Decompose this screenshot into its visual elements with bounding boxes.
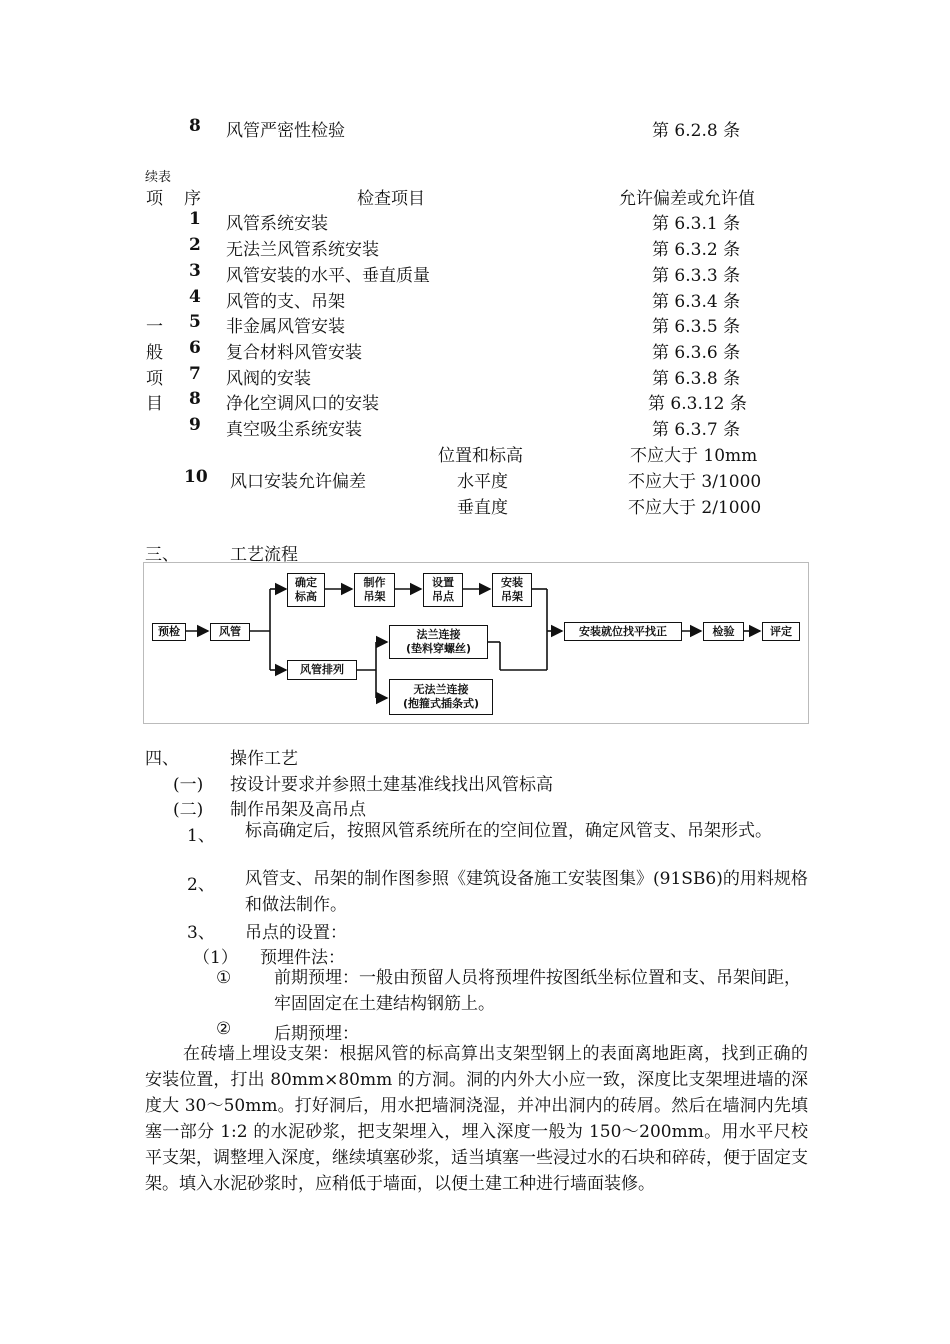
- continued-label: 续表: [145, 170, 172, 185]
- node-label: 预检: [158, 625, 180, 638]
- row-value: 第 6.3.2 条: [652, 240, 741, 260]
- node-label: 确定: [295, 576, 317, 589]
- sub-item-label: 位置和标高: [438, 446, 523, 466]
- node-wufalan-lianjie: [389, 679, 493, 715]
- section-title: 操作工艺: [230, 749, 298, 769]
- point-text: 预埋件法：: [260, 948, 345, 968]
- node-fengguan-pailie: [287, 660, 357, 680]
- node-label: (垫料穿螺丝): [405, 642, 472, 655]
- node-label: 标高: [295, 590, 317, 603]
- node-label: 吊架: [501, 590, 523, 603]
- row-item: 风阀的安装: [226, 369, 311, 389]
- process-flowchart: [143, 562, 809, 724]
- group-char: 项: [146, 369, 163, 389]
- row-item: 非金属风管安装: [226, 317, 345, 337]
- sub-item-value: 不应大于 10mm: [630, 446, 758, 466]
- row-number: 8: [189, 389, 201, 409]
- node-label: 安装就位找平找正: [579, 624, 667, 638]
- row-number: 8: [189, 116, 201, 136]
- row-item: 风管的支、吊架: [226, 292, 345, 312]
- circled-number: ②: [216, 1019, 232, 1039]
- header-col3: 检查项目: [357, 189, 425, 209]
- row-item: 风管安装的水平、垂直质量: [226, 266, 430, 286]
- node-jianyan: [703, 622, 744, 641]
- section-number: 三、: [145, 545, 179, 565]
- node-label: 设置: [432, 576, 454, 589]
- circled-text: 前期预埋：一般由预留人员将预埋件按图纸坐标位置和支、吊架间距，牢固固定在土建结构钢筋上。: [274, 968, 801, 1014]
- node-label: 安装: [501, 576, 523, 589]
- header-col4: 允许偏差或允许值: [619, 189, 755, 209]
- row-value: 第 6.3.3 条: [652, 266, 741, 286]
- sub-item-value: 不应大于 3/1000: [628, 472, 762, 492]
- row-number: 6: [189, 338, 201, 358]
- section-title: 工艺流程: [230, 545, 298, 565]
- subitem-number: 1、: [187, 826, 215, 846]
- row-number: 1: [189, 209, 201, 229]
- point-number: （1）: [193, 948, 238, 968]
- subitem-text: 吊点的设置：: [245, 923, 347, 943]
- node-shezhi-diaodian: [423, 573, 463, 607]
- node-label: 无法兰连接: [413, 683, 469, 696]
- row-item: 净化空调风口的安装: [226, 394, 379, 414]
- row-value: 第 6.3.12 条: [648, 394, 747, 414]
- row-value: 第 6.3.1 条: [652, 214, 741, 234]
- circled-text: 后期预埋：: [274, 1024, 359, 1044]
- subitem-number: 3、: [187, 923, 215, 943]
- row-number: 10: [184, 467, 208, 487]
- node-label: 风管排列: [300, 663, 344, 676]
- group-char: 般: [146, 343, 163, 363]
- node-label: (抱箍式插条式): [402, 697, 480, 710]
- row-item: 真空吸尘系统安装: [226, 420, 362, 440]
- section-number: 四、: [145, 749, 179, 769]
- row-item: 复合材料风管安装: [226, 343, 362, 363]
- group-char: 目: [146, 394, 163, 414]
- row-number: 9: [189, 415, 201, 435]
- node-label: 风管: [219, 625, 241, 638]
- circled-number: ①: [216, 968, 232, 988]
- row-value: 第 6.3.5 条: [652, 317, 741, 337]
- row-item: 无法兰风管系统安装: [226, 240, 379, 260]
- row-number: 5: [189, 312, 201, 332]
- node-label: 检验: [712, 624, 735, 638]
- row-item: 风管严密性检验: [226, 121, 345, 141]
- row-number: 3: [189, 261, 201, 281]
- sub-item-label: 垂直度: [457, 498, 508, 518]
- node-anzhuang-diaojia: [492, 573, 532, 607]
- row-value: 第 6.3.6 条: [652, 343, 741, 363]
- row-item: 风口安装允许偏差: [230, 472, 366, 492]
- row-value: 第 6.3.4 条: [652, 292, 741, 312]
- row-value: 第 6.3.7 条: [652, 420, 741, 440]
- row-number: 7: [189, 364, 201, 384]
- node-fengguan: [210, 623, 250, 641]
- row-value: 第 6.3.8 条: [652, 369, 741, 389]
- row-item: 风管系统安装: [226, 214, 328, 234]
- node-pingding: [762, 622, 800, 641]
- sub-item-label: 水平度: [457, 472, 508, 492]
- header-col1: 项: [146, 189, 163, 209]
- node-label: 制作: [363, 576, 386, 589]
- node-label: 评定: [770, 624, 792, 638]
- sub-item-value: 不应大于 2/1000: [628, 498, 762, 518]
- row-number: 2: [189, 235, 201, 255]
- node-label: 法兰连接: [416, 628, 461, 641]
- row-value: 第 6.2.8 条: [652, 121, 741, 141]
- group-char: 一: [146, 317, 163, 337]
- subitem-number: 2、: [187, 875, 215, 895]
- header-col2: 序: [184, 189, 201, 209]
- body-paragraph: 在砖墙上埋设支架：根据风管的标高算出支架型钢上的表面离地距离，找到正确的安装位置，打出 80mm×80mm 的方洞。洞的内外大小应一致，深度比支架埋进墙的深度大 30～50mm。打好洞后，用水把墙洞浇湿，并冲出洞内的砖屑。然后在墙洞内先填塞一部分 1:2 的水泥砂浆，把支架埋入，埋入深度一般为 150～200mm。用水平尺校平支架，调整埋入深度，继续填塞砂浆，适当填塞一些浸过水的石块和碎砖，便于固定支架。填入水泥砂浆时，应稍低于墙面，以便土建工种进行墙面装修。: [145, 1044, 808, 1194]
- item-number: (二): [173, 800, 204, 820]
- node-label: 吊点: [432, 590, 454, 603]
- subitem-text: 风管支、吊架的制作图参照《建筑设备施工安装图集》(91SB6)的用料规格和做法制作。: [245, 869, 808, 915]
- subitem-text: 标高确定后，按照风管系统所在的空间位置，确定风管支、吊架形式。: [245, 821, 772, 841]
- item-text: 制作吊架及高吊点: [230, 800, 366, 820]
- node-anzhuang-jiuwei: [564, 622, 682, 641]
- item-number: (一): [173, 775, 204, 795]
- item-text: 按设计要求并参照土建基准线找出风管标高: [230, 775, 553, 795]
- node-label: 吊架: [363, 590, 386, 603]
- row-number: 4: [189, 287, 201, 307]
- node-zhizuo-diaojia: [354, 573, 395, 607]
- node-falan-lianjie: [389, 625, 488, 659]
- node-yujian: [152, 623, 186, 641]
- node-queding-biaogao: [287, 573, 325, 607]
